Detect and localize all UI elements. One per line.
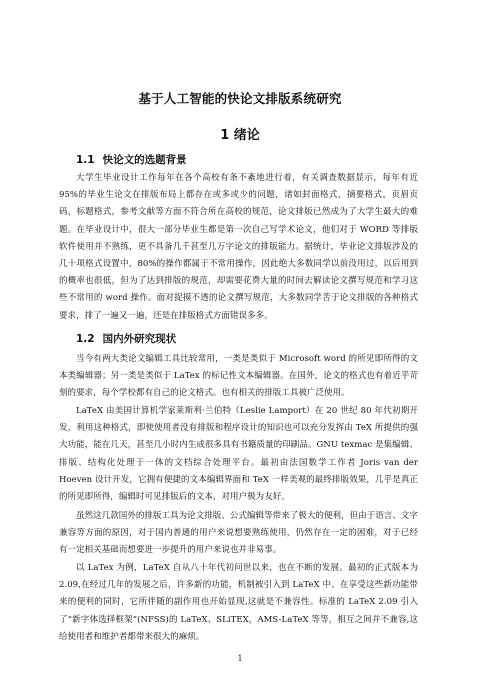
paragraph: 以 LaTex 为例，LaTeX 自从八十年代初问世以来，也在不断的发展。最初的正式版本为 2.09,在经过几年的发展之后，许多新的功能，机制被引入到 LaTeX 中。在享受这些新功能带来的便利的同时，它所伴随的副作用也开始显现,这就是不兼容性。标准的 LaTeX 2.09 引入了“新字体选择框架”(NFSS)的 LaTeX、SLiTEX，AMS-LaTeX 等等，相互之间并不兼容,这给使用者和维护者都带来很大的麻烦。 (59, 563, 418, 642)
section-number: 1.1 (76, 154, 95, 166)
section-heading-1-2 (76, 331, 176, 346)
paragraph: 虽然这几款国外的排版工具为论文排版、公式编辑等带来了极大的便利，但由于语言、文字兼容等方面的原因，对于国内普通的用户来说想要熟练使用，仍然存在一定的困难，对于已经有一定相关基础而想要进一步提升的用户来说也并非易事。 (59, 511, 419, 556)
section-title: 快论文的选题背景 (102, 154, 187, 166)
section-heading-1-1 (76, 152, 187, 167)
page-number: 1 (237, 654, 243, 663)
paragraph: 大学生毕业设计工作每年在各个高校有条不紊地进行着，有关调查数据显示，每年有近 95%的毕业生论文在排版布局上都存在或多或少的问题，诸如封面格式，摘要格式，页眉页码，标题格式，参考文献等方面不符合所在高校的规范，论文排版已然成为了大学生最大的难题。在毕业设计中，很大一部分毕业生都是第一次自己写学术论文，他们对于 WORD 等排版软件使用并不熟练，更不具备几千甚至几万字论文的排版能力。据统计，毕业论文排版涉及的几十项格式设置中，80%的操作都属于不常用操作，因此绝大多数同学以前没用过，以后用到的概率也很低，但为了达到排版的规范，却需要花费大量的时间去解读论文撰写规范和学习这些不常用的 word 操作。面对捉摸不透的论文撰写规范，大多数同学苦于论文排版的各种格式要求，排了一遍又一遍，还是在排版格式方面错误多多。 (59, 173, 418, 321)
paragraph: LaTeX 由美国计算机学家莱斯利·兰伯特（Leslie Lamport）在 20 世纪 80 年代初期开发，利用这种格式，即使使用者没有排版和程序设计的知识也可以充分发挥由 TeX 所提供的强大功能，能在几天，甚至几小时内生成很多具有书籍质量的印刷品。GNU texmac 是集编辑、排版、结构化处理于一体的文档综合处理平台。最初由法国数学工作者 Joris van der Hoeven 设计开发，它拥有便捷的文本编辑界面和 TeX 一样美观的最终排版效果，几乎是真正的所见即所得，编辑时可见排版后的文本，对用户极为友好。 (59, 406, 418, 503)
paragraph: 当今有两大类论文编辑工具比较常用，一类是类似于 Microsoft word 的所见即所得的文本类编辑器；另一类是类似于 LaTex 的标记性文本编辑器。在国外，论文的格式也有着近乎苛刻的要求，每个学校都有自己的论文格式。也有相关的排版工具被广泛使用。 (59, 354, 418, 399)
document-title: 基于人工智能的快论文排版系统研究 (138, 91, 342, 106)
section-title: 国内外研究现状 (102, 333, 177, 345)
chapter-heading: 1 绪论 (220, 128, 260, 143)
section-number: 1.2 (76, 333, 95, 345)
